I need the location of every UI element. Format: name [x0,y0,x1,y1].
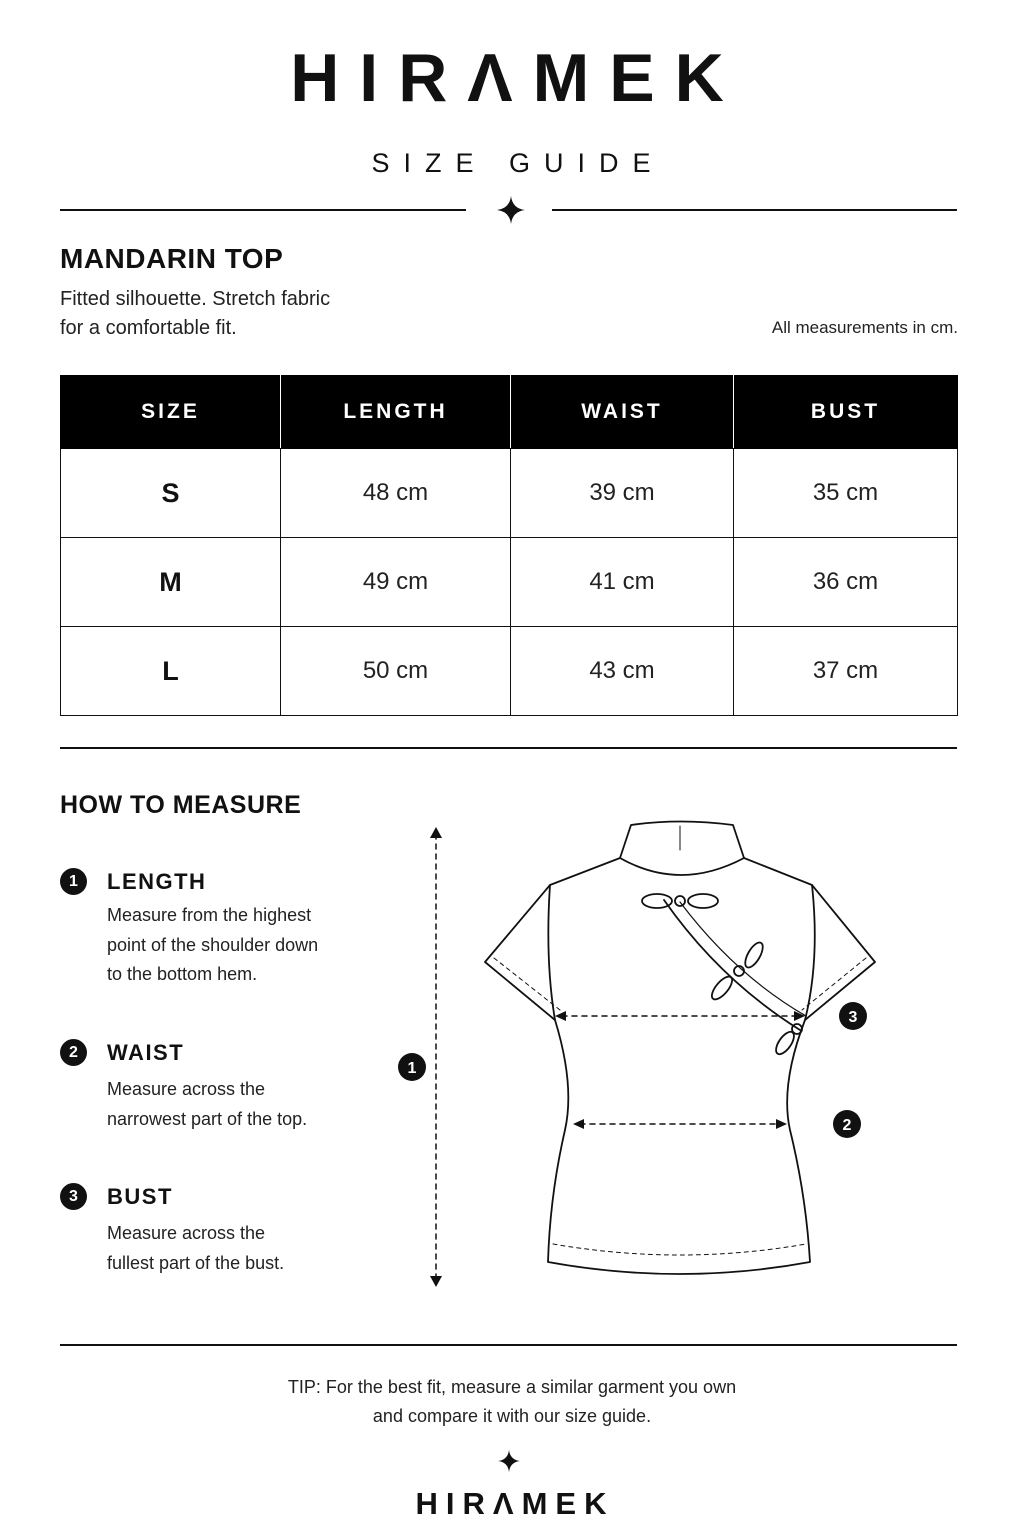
column-header-waist: WAIST [511,376,734,449]
step-description-line: fullest part of the bust. [107,1252,285,1273]
step-2-title: WAIST [107,1040,185,1065]
size-cell: L [61,627,281,716]
length-cell: 49 cm [281,538,511,627]
table-row [61,627,958,716]
collar-back [620,858,744,875]
left-sleeve-seam [548,885,555,1020]
step-2-badge: 2 [60,1039,87,1066]
table-header-row [61,376,958,449]
step-description-line: Measure across the [107,1079,266,1099]
column-header-length: LENGTH [281,376,511,449]
units-note: All measurements in cm. [771,318,958,337]
fit-tip-line: TIP: For the best fit, measure a similar garment you own [287,1377,737,1397]
waist-cell: 41 cm [511,538,734,627]
diagram-badge-length [398,1053,426,1081]
star-ornament-icon [497,196,525,224]
footer-divider [60,1344,957,1346]
right-sleeve-seam [805,885,815,1020]
diagram-badge-bust-label: 3 [848,1009,858,1026]
diagram-badge-waist-label: 2 [842,1117,852,1134]
frog-button-icon [642,894,718,908]
step-description-line: narrowest part of the top. [107,1108,308,1129]
fit-tip-line: and compare it with our size guide. [372,1406,652,1426]
step-3-badge: 3 [60,1183,87,1210]
frog-button-icon [708,940,766,1003]
header-divider-right [552,209,957,211]
footer-brand-logo: HIRΛMEK [415,1486,615,1521]
section-divider [60,747,957,749]
fit-tip [0,1373,1024,1431]
length-cell: 50 cm [281,627,511,716]
step-description-line: to the bottom hem. [107,964,258,984]
size-cell: S [61,449,281,538]
header-divider-left [60,209,466,211]
product-description [60,285,420,343]
table-row [61,538,958,627]
bust-cell: 37 cm [734,627,958,716]
diagram-badge-waist [833,1110,861,1138]
how-to-measure-title: HOW TO MEASURE [60,791,302,819]
diagram-badge-length-label: 1 [407,1060,417,1077]
column-header-bust: BUST [734,376,958,449]
waist-cell: 39 cm [511,449,734,538]
step-1-title: LENGTH [107,869,207,894]
waist-cell: 43 cm [511,627,734,716]
table-row [61,449,958,538]
step-3-description [107,1219,367,1278]
product-description-line: for a comfortable fit. [60,317,237,339]
step-description-line: point of the shoulder down [107,934,319,955]
star-ornament-icon [498,1450,520,1472]
column-header-size: SIZE [61,376,281,449]
size-cell: M [61,538,281,627]
size-table [60,375,958,716]
collar-outline [620,822,744,859]
step-1-description [107,901,367,990]
brand-logo: HIRΛMEK [290,40,744,116]
diagram-badge-bust [839,1002,867,1030]
product-name: MANDARIN TOP [60,243,284,274]
step-3-title: BUST [107,1184,173,1209]
step-description-line: Measure from the highest [107,905,312,925]
bust-cell: 35 cm [734,449,958,538]
page-subtitle: SIZE GUIDE [371,148,665,178]
length-cell: 48 cm [281,449,511,538]
garment-measurement-diagram [380,800,900,1300]
step-description-line: Measure across the [107,1223,266,1243]
product-description-line: Fitted silhouette. Stretch fabric [60,288,331,310]
placket-line [664,900,800,1030]
step-1-badge: 1 [60,868,87,895]
bust-cell: 36 cm [734,538,958,627]
step-2-description [107,1075,367,1134]
